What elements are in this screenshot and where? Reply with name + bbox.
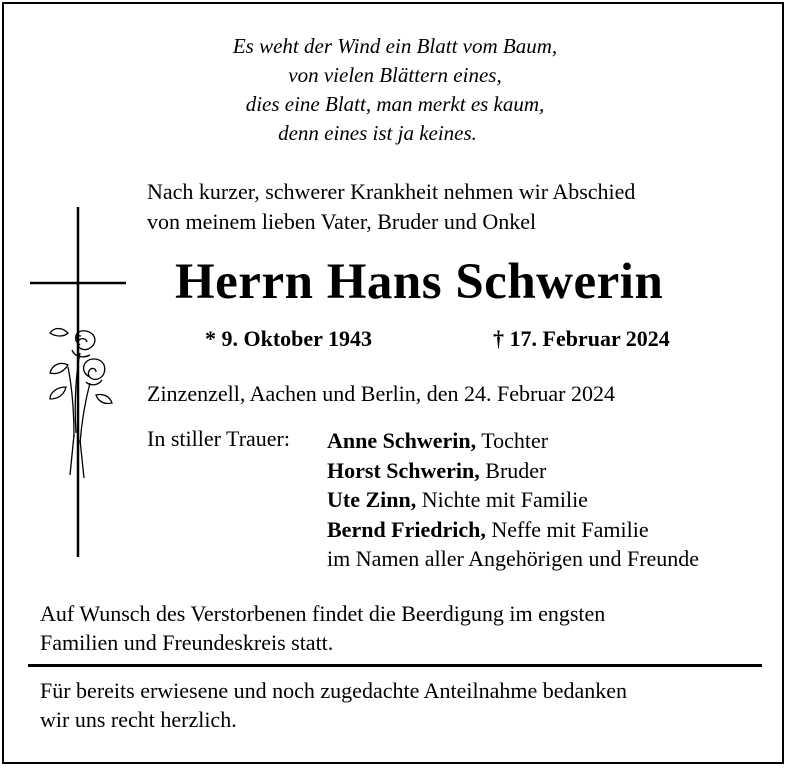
poem-line: denn eines ist ja keines. bbox=[278, 121, 477, 145]
poem bbox=[0, 32, 790, 148]
poem-line: von vielen Blättern eines, bbox=[288, 63, 502, 87]
thanks-notice bbox=[40, 676, 627, 734]
thanks-line: wir uns recht herzlich. bbox=[40, 707, 237, 732]
funeral-notice bbox=[40, 599, 605, 657]
mourner-name: Bernd Friedrich, bbox=[327, 516, 486, 542]
mourners-list bbox=[327, 426, 699, 574]
intro-line: Nach kurzer, schwerer Krankheit nehmen wir Abschied bbox=[147, 179, 636, 204]
funeral-line: Auf Wunsch des Verstorbenen findet die Beerdigung im engsten bbox=[40, 601, 606, 626]
mourner-row bbox=[327, 515, 699, 545]
mourner-row bbox=[327, 426, 699, 456]
intro-text bbox=[147, 177, 635, 237]
poem-line: dies eine Blatt, man merkt es kaum, bbox=[245, 92, 545, 116]
mourner-name: Ute Zinn, bbox=[327, 487, 417, 512]
mourner-name: Anne Schwerin, bbox=[327, 428, 477, 453]
mourner-relation: Nichte mit Familie bbox=[416, 487, 588, 512]
cross-with-roses-icon bbox=[28, 205, 138, 560]
mourning-label: In stiller Trauer: bbox=[147, 426, 290, 451]
mourner-row bbox=[327, 485, 699, 515]
mourners-closing: im Namen aller Angehörigen und Freunde bbox=[327, 546, 700, 571]
mourner-name: Horst Schwerin, bbox=[327, 457, 480, 483]
mourner-row bbox=[327, 456, 699, 486]
funeral-line: Familien und Freundeskreis statt. bbox=[40, 630, 334, 655]
birth-date: * 9. Oktober 1943 bbox=[205, 326, 373, 351]
thanks-line: Für bereits erwiesene und noch zugedachte Anteilnahme bedanken bbox=[40, 678, 628, 703]
mourner-relation: Neffe mit Familie bbox=[485, 516, 649, 542]
mourner-relation: Bruder bbox=[479, 457, 547, 483]
mourner-relation: Tochter bbox=[476, 428, 549, 453]
deceased-name: Herrn Hans Schwerin bbox=[175, 254, 664, 310]
divider bbox=[28, 664, 762, 667]
place-and-date: Zinzenzell, Aachen und Berlin, den 24. Februar 2024 bbox=[147, 381, 615, 406]
poem-line: Es weht der Wind ein Blatt vom Baum, bbox=[232, 34, 558, 58]
intro-line: von meinem lieben Vater, Bruder und Onkel bbox=[147, 209, 537, 234]
death-date: † 17. Februar 2024 bbox=[493, 326, 670, 351]
